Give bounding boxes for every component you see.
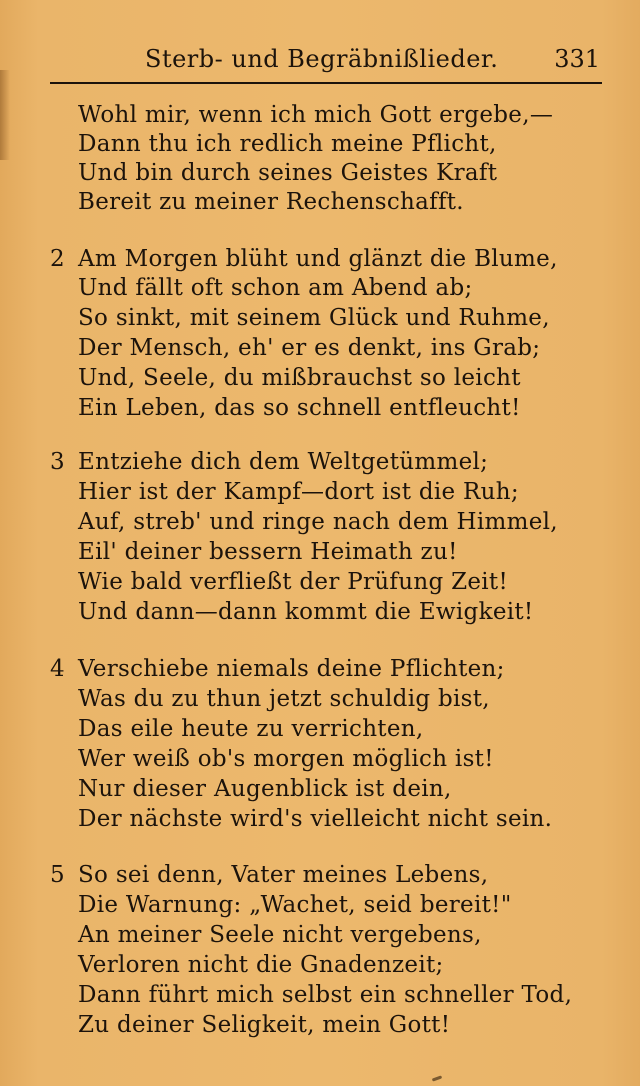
- verse-line: Verschiebe niemals deine Pflichten;: [78, 656, 505, 682]
- verse-line: Dann führt mich selbst ein schneller Tod,: [78, 982, 573, 1008]
- verse-line: Entziehe dich dem Weltgetümmel;: [78, 449, 489, 475]
- page-number: 331: [554, 45, 600, 73]
- header-rule: [50, 82, 602, 84]
- stanza-number: 3: [50, 449, 65, 475]
- verse-line: Wer weiß ob's morgen möglich ist!: [78, 746, 494, 772]
- verse-line: Am Morgen blüht und glänzt die Blume,: [78, 246, 558, 272]
- verse-line: Ein Leben, das so schnell entfleucht!: [78, 395, 521, 421]
- verse-line: An meiner Seele nicht vergebens,: [78, 922, 482, 948]
- verse-line: Eil' deiner bessern Heimath zu!: [78, 539, 458, 565]
- verse-line: So sei denn, Vater meines Lebens,: [78, 862, 489, 888]
- verse-line: So sinkt, mit seinem Glück und Ruhme,: [78, 305, 550, 331]
- verse-line: Zu deiner Seligkeit, mein Gott!: [78, 1012, 451, 1038]
- verse-line: Auf, streb' und ringe nach dem Himmel,: [78, 509, 558, 535]
- print-speck: [432, 1075, 442, 1081]
- verse-line: Hier ist der Kampf—dort ist die Ruh;: [78, 479, 519, 505]
- verse-line: Der Mensch, eh' er es denkt, ins Grab;: [78, 335, 541, 361]
- verse-line: Dann thu ich redlich meine Pflicht,: [78, 131, 497, 157]
- verse-line: Der nächste wird's vielleicht nicht sein.: [78, 806, 553, 832]
- stanza-number: 5: [50, 862, 65, 888]
- page-header: [50, 42, 602, 82]
- verse-line: Was du zu thun jetzt schuldig bist,: [78, 686, 490, 712]
- verse-line: Und fällt oft schon am Abend ab;: [78, 275, 473, 301]
- verse-line: Bereit zu meiner Rechenschafft.: [78, 189, 464, 215]
- verse-line: Das eile heute zu verrichten,: [78, 716, 424, 742]
- verse-line: Und dann—dann kommt die Ewigkeit!: [78, 599, 534, 625]
- verse-line: Und, Seele, du mißbrauchst so leicht: [78, 365, 521, 391]
- stanza-number: 4: [50, 656, 65, 682]
- verse-line: Die Warnung: „Wachet, seid bereit!": [78, 892, 512, 918]
- verse-line: Wohl mir, wenn ich mich Gott ergebe,—: [78, 102, 554, 128]
- verse-line: Und bin durch seines Geistes Kraft: [78, 160, 498, 186]
- spine-shadow: [0, 70, 10, 160]
- stanza-number: 2: [50, 246, 65, 272]
- verse-line: Nur dieser Augenblick ist dein,: [78, 776, 452, 802]
- verse-line: Wie bald verfließt der Prüfung Zeit!: [78, 569, 509, 595]
- running-title: Sterb- und Begräbnißlieder.: [145, 45, 499, 73]
- verse-line: Verloren nicht die Gnadenzeit;: [78, 952, 444, 978]
